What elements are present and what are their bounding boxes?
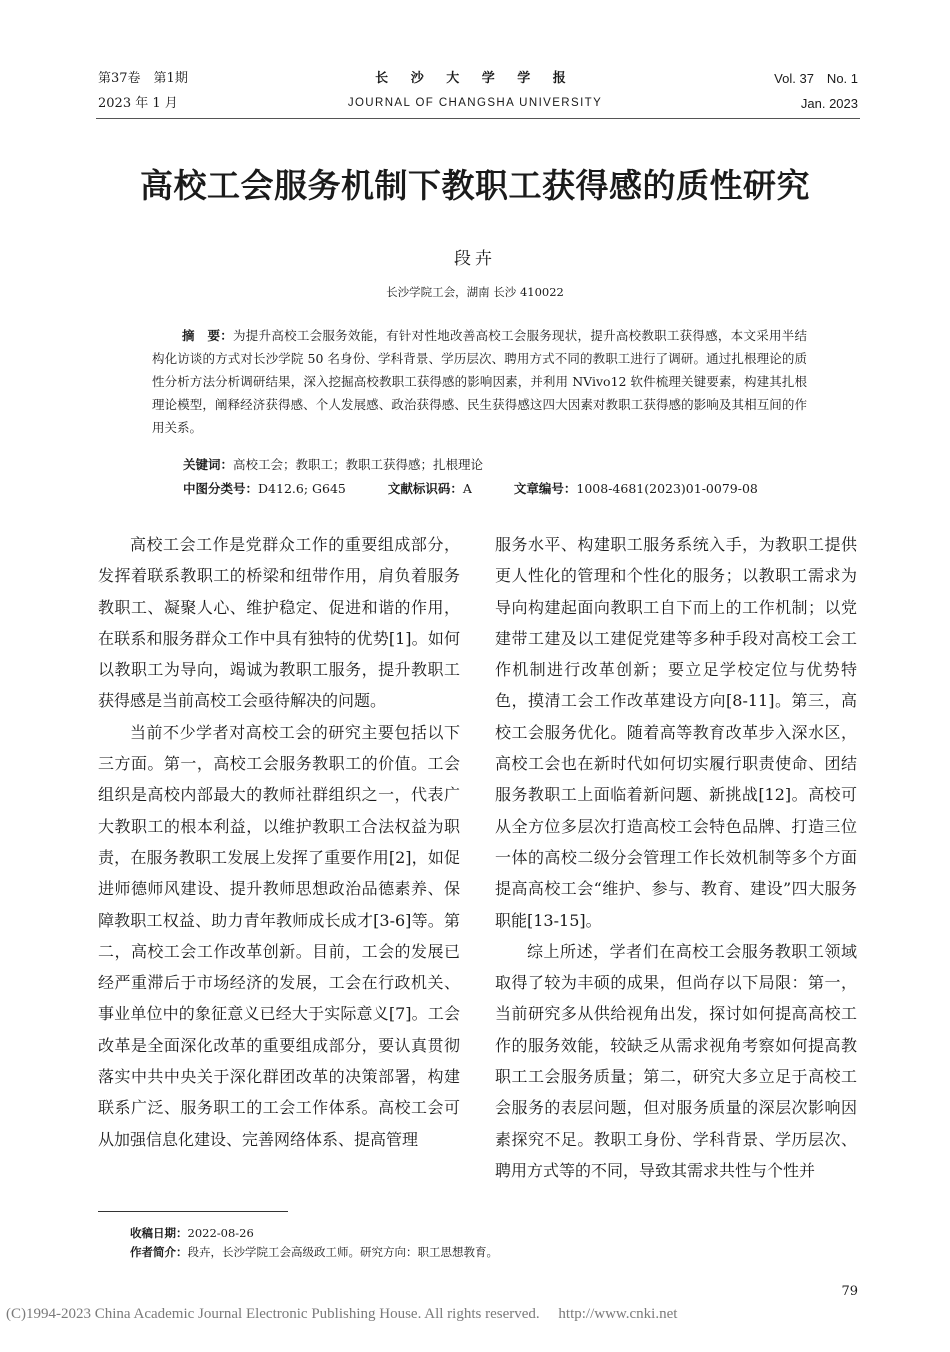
journal-name-cn: 长 沙 大 学 学 报 [375,71,575,86]
footnote-received [130,1223,254,1243]
author-affiliation: 长沙学院工会，湖南 长沙 410022 [386,285,564,299]
abstract-text: 为提升高校工会服务效能，有针对性地改善高校工会服务现状，提升高校教职工获得感，本文采用半结构化访谈的方式对长沙学院 50 名身份、学科背景、学历层次、聘用方式不同的教职工进行了调研。通过扎根理论的质性分析方法分析调研结果，深入挖掘高校教职工获得感的影响因素，并利用 NVivo12 软件梳理关键要素，构建其扎根理论模型，阐释经济获得感、个人发展感、政治获得感、民生获得感这四大因素对教职工获得感的影响及其相互间的作用关系。 [152,328,807,435]
body-paragraph: 当前不少学者对高校工会的研究主要包括以下三方面。第一，高校工会服务教职工的价值。工会组织是高校内部最大的教师社群组织之一，代表广大教职工的根本利益，以维护教职工合法权益为职责，在服务教职工发展上发挥了重要作用[2]，如促进师德师风建设、提升教师思想政治品德素养、保障教职工权益、助力青年教师成长成才[3-6]等。第二，高校工会工作改革创新。目前，工会的发展已经严重滞后于市场经济的发展，工会在行政机关、事业单位中的象征意义已经大于实际意义[7]。工会改革是全面深化改革的重要组成部分，要认真贯彻落实中共中央关于深化群团改革的决策部署，构建联系广泛、服务职工的工会工作体系。高校工会可从加强信息化建设、完善网络体系、提高管理 [98,722,460,1149]
clc-number: D412.6; G645 [258,481,346,496]
date-en: Jan. 2023 [800,96,858,111]
keywords [183,453,483,477]
clc-label: 中图分类号： [183,481,259,496]
bio-label: 作者简介： [130,1245,188,1259]
body-column-left [98,529,460,1155]
body-paragraph: 高校工会工作是党群众工作的重要组成部分，发挥着联系教职工的桥梁和纽带作用，肩负着服务教职工、凝聚人心、维护稳定、促进和谐的作用，在联系和服务群众工作中具有独特的优势[1]。如何以教职工为导向，竭诚为教职工服务，提升教职工获得感是当前高校工会亟待解决的问题。 [98,535,460,711]
doc-code-label: 文献标识码： [387,481,463,496]
abstract [152,324,807,439]
footnote-divider [98,1211,288,1212]
keywords-label: 关键词： [183,457,234,472]
received-date: 2022-08-26 [187,1226,254,1240]
date-cn: 2023 年 1 月 [98,96,178,111]
keywords-text: 高校工会；教职工；教职工获得感；扎根理论 [233,457,484,472]
journal-name-en: JOURNAL OF CHANGSHA UNIVERSITY [347,97,603,109]
body-paragraph: 服务水平、构建职工服务系统入手，为教职工提供更人性化的管理和个性化的服务；以教职工需求为导向构建起面向教职工自下而上的工作机制；以党建带工建及以工建促党建等多种手段对高校工会工作机制进行改革创新；要立足学校定位与优势特色，摸清工会工作改革建设方向[8-11]。第三，高校工会服务优化。随着高等教育改革步入深水区，高校工会也在新时代如何切实履行职责使命、团结服务教职工上面临着新问题、新挑战[12]。高校可从全方位多层次打造高校工会特色品牌、打造三位一体的高校二级分会管理工作长效机制等多个方面提高高校工会“维护、参与、教育、建设”四大服务职能[13-15]。 [495,535,857,930]
article-number-label: 文章编号： [513,481,577,496]
received-label: 收稿日期： [130,1226,188,1240]
article-number: 1008-4681(2023)01-0079-08 [576,481,758,496]
author-name: 段卉 [454,249,496,269]
doc-code: A [462,481,472,496]
copyright-notice: (C)1994-2023 China Academic Journal Electronic Publishing House. All rights reserved. http://www.cnki.net [6,1306,678,1322]
volume-issue-en: Vol. 37 No. 1 [774,71,858,86]
volume-issue-cn: 第37卷 第1期 [98,71,188,86]
header-divider [96,118,860,119]
abstract-label: 摘 要： [182,328,234,343]
header-right [774,66,858,116]
classification-line [183,477,803,501]
body-paragraph: 综上所述，学者们在高校工会服务教职工领域取得了较为丰硕的成果，但尚存以下局限：第一，当前研究多从供给视角出发，探讨如何提高高校工作的服务效能，较缺乏从需求视角考察如何提高教职工工会服务质量；第二，研究大多立足于高校工会服务的表层问题，但对服务质量的深层次影响因素探究不足。教职工身份、学科背景、学历层次、聘用方式等的不同，导致其需求共性与个性并 [495,941,857,1180]
page-number: 79 [841,1284,858,1299]
article-title: 高校工会服务机制下教职工获得感的质性研究 [140,166,810,205]
body-column-right [495,529,857,1186]
footnote-author-bio [130,1242,498,1262]
bio-text: 段卉，长沙学院工会高级政工师。研究方向：职工思想教育。 [187,1245,498,1259]
